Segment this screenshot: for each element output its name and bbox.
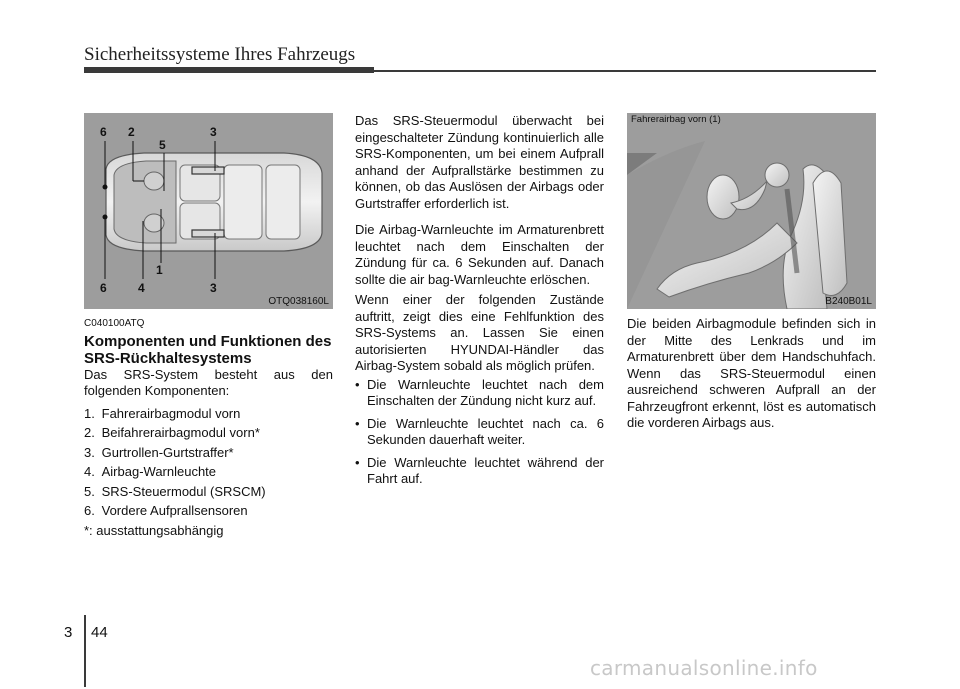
paragraph-malfunction: Wenn einer der folgenden Zustände auftritt, zeigt dies eine Fehlfunktion des SRS-Systems an. Lassen Sie einen autorisierten HYUNDAI-Händler das Airbag-System sobald als möglich prüfen. xyxy=(355,292,604,373)
list-number: 2. xyxy=(84,425,95,440)
bullet-dot: • xyxy=(355,454,360,470)
airbag-drawing xyxy=(627,113,876,309)
list-number: 3. xyxy=(84,444,95,460)
list-item xyxy=(84,406,333,423)
list-item xyxy=(84,464,333,481)
bullet-dot: • xyxy=(355,376,360,392)
watermark: carmanualsonline.info xyxy=(590,656,818,680)
column-2 xyxy=(355,113,604,494)
figure-code: OTQ038160L xyxy=(268,296,329,307)
section-heading: Komponenten und Funktionen des SRS-Rückhaltesystems xyxy=(84,332,332,367)
list-item xyxy=(84,425,333,442)
callout-1: 1 xyxy=(156,263,163,277)
callout-2: 2 xyxy=(128,125,135,139)
header-rule-thick xyxy=(84,67,374,73)
column-1 xyxy=(84,316,333,539)
footnote: *: ausstattungsabhängig xyxy=(84,522,224,538)
page-number: 44 xyxy=(91,624,108,641)
list-item xyxy=(84,484,333,501)
malfunction-bullets xyxy=(355,377,604,488)
list-item xyxy=(84,503,333,520)
car-topview-drawing xyxy=(84,113,333,309)
header-title: Sicherheitssysteme Ihres Fahrzeugs xyxy=(84,44,356,65)
list-number: 5. xyxy=(84,483,95,499)
bullet-dot: • xyxy=(355,415,360,431)
bullet-text: Die Warnleuchte leuchtet während der Fahrt auf. xyxy=(367,454,604,486)
header-rule-thin xyxy=(374,70,876,72)
paragraph-monitoring: Das SRS-Steuermodul überwacht bei eingeschalteter Zündung kontinuierlich alle SRS-Komponenten, um bei einem Aufprall anhand der Aufprallstärke bestimmen zu können, ob das Auslösen der Airbags oder Gurtstraffer erforderlich ist. xyxy=(355,113,604,211)
list-text: Gurtrollen-Gurtstraffer* xyxy=(101,444,234,460)
list-text: Beifahrerairbagmodul vorn* xyxy=(101,425,260,440)
callout-6-bottom: 6 xyxy=(100,281,107,295)
list-number: 6. xyxy=(84,503,95,518)
driver-airbag-illustration xyxy=(627,113,876,309)
callout-6-top: 6 xyxy=(100,125,107,139)
bullet-item xyxy=(355,455,604,488)
paragraph-warning-light: Die Airbag-Warnleuchte im Armaturenbrett leuchtet nach dem Einschalten der Zündung für ca. 6 Sekunden auf. Danach sollte die air bag-Warnleuchte erlöschen. xyxy=(355,222,604,287)
bullet-text: Die Warnleuchte leuchtet nach ca. 6 Sekunden dauerhaft weiter. xyxy=(367,415,604,447)
callout-3-bottom: 3 xyxy=(210,281,217,295)
paragraph-airbag-modules: Die beiden Airbagmodule befinden sich in der Mitte des Lenkrads und im Armaturenbrett über dem Handschuhfach. Wenn das SRS-Steuermodul einen ausreichend schweren Aufprall an der Fahrzeugfront erkennt, löst es automatisch die vorderen Airbags aus. xyxy=(627,316,876,430)
callout-4: 4 xyxy=(138,281,145,295)
car-srs-illustration xyxy=(84,113,333,309)
column-3 xyxy=(627,316,876,432)
list-text: Airbag-Warnleuchte xyxy=(101,464,217,479)
bullet-item xyxy=(355,377,604,410)
bullet-text: Die Warnleuchte leuchtet nach dem Einschalten der Zündung nicht kurz auf. xyxy=(367,376,604,408)
figure-caption: Fahrerairbag vorn (1) xyxy=(631,114,721,125)
bullet-item xyxy=(355,416,604,449)
footer-divider xyxy=(84,615,86,687)
callout-3-top: 3 xyxy=(210,125,217,139)
list-text: Vordere Aufprallsensoren xyxy=(101,503,248,518)
list-number: 1. xyxy=(84,405,95,421)
list-text: SRS-Steuermodul (SRSCM) xyxy=(101,483,266,499)
callout-5: 5 xyxy=(159,138,166,152)
list-number: 4. xyxy=(84,464,95,479)
component-list xyxy=(84,406,333,520)
figure-code: B240B01L xyxy=(825,296,872,307)
list-item xyxy=(84,445,333,462)
list-text: Fahrerairbagmodul vorn xyxy=(101,405,241,421)
chapter-number: 3 xyxy=(64,624,73,641)
intro-paragraph: Das SRS-System besteht aus den folgenden Komponenten: xyxy=(84,366,333,398)
section-code: C040100ATQ xyxy=(84,318,145,329)
